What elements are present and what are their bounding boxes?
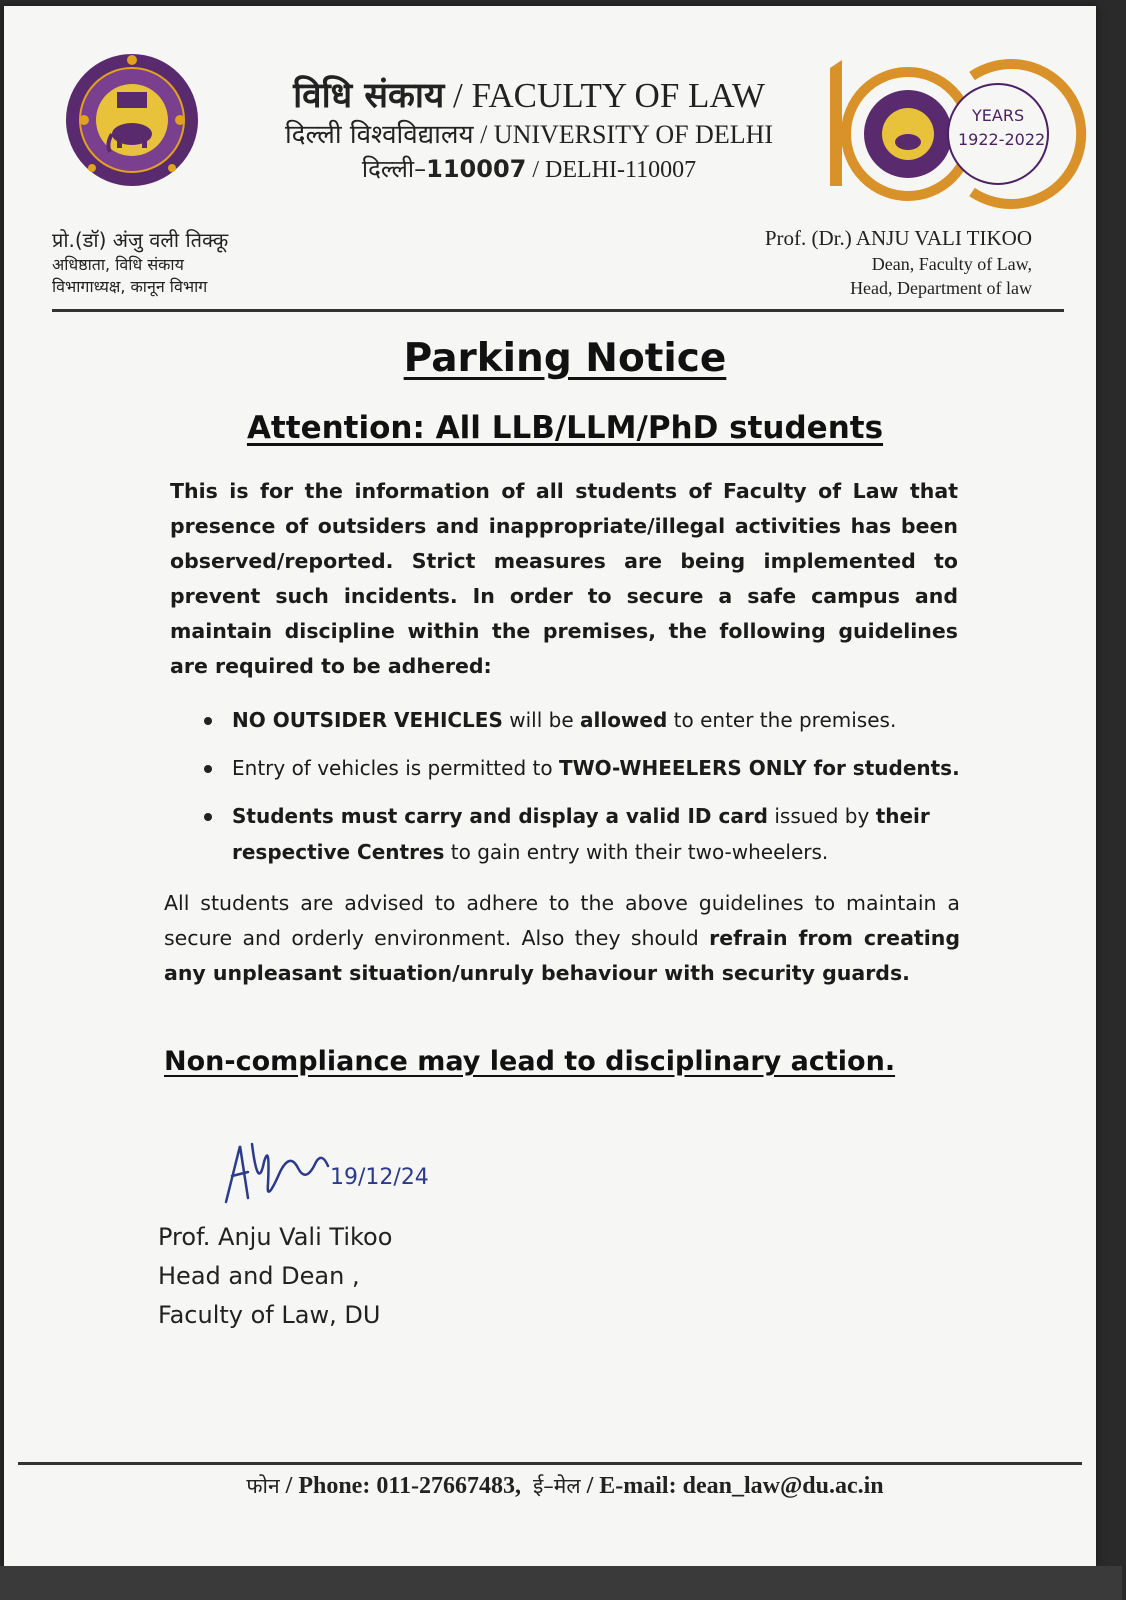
centenary-range: 1922-2022 [958, 130, 1046, 149]
intro-paragraph: This is for the information of all students of Faculty of Law that presence of outsiders and inappropriate/illegal activities has been observed/reported. Strict measures are being implemented to prevent such incidents. In order to secure a safe campus and maintain discipline within the premises, the following guidelines are required to be adhered: [170, 479, 958, 678]
university-emblem-logo [62, 48, 202, 200]
phone-number: 011-27667483, [376, 1473, 521, 1499]
closing-text: All students are advised to adhere to the above guidelines to maintain a secure and orderly environment. Also they should [164, 891, 960, 950]
phone-label: Phone: [298, 1473, 371, 1499]
signatory-block [158, 1218, 392, 1335]
dean-name: Prof. (Dr.) ANJU VALI TIKOO [764, 226, 1032, 250]
notice-subtitle: Attention: All LLB/LLM/PhD students [246, 410, 884, 446]
city-hindi: दिल्ली– [361, 155, 427, 183]
footer-divider [18, 1462, 1082, 1465]
notice-sheet [4, 6, 1096, 1566]
notice-title: Parking Notice [403, 336, 727, 381]
dean-details-hindi [52, 226, 228, 298]
signature-date: 19/12/24 [330, 1165, 429, 1190]
closing-bold-text: refrain from creating any unpleasant situation/unruly behaviour with security guards. [164, 926, 960, 985]
guideline-text: will be [502, 708, 580, 732]
guideline-item [204, 798, 974, 870]
guideline-bold: their respective Centres [232, 804, 930, 864]
signatory-org: Faculty of Law, DU [158, 1301, 381, 1329]
guideline-text: to enter the premises. [667, 708, 897, 732]
dean-details-english [765, 224, 1032, 300]
guideline-bold: NO OUTSIDER VEHICLES [232, 708, 503, 732]
dean-title-hindi-1: अधिष्ठाता, विधि संकाय [52, 255, 184, 274]
guideline-bold: Students must carry and display a valid ID card [232, 804, 768, 828]
dean-title-hindi-2: विभागाध्यक्ष, कानून विभाग [52, 277, 208, 296]
desk-background [0, 1566, 1122, 1600]
guideline-bold: TWO-WHEELERS ONLY for students. [558, 756, 960, 780]
guideline-bold: allowed [579, 708, 668, 732]
signatory-role: Head and Dean , [158, 1262, 360, 1290]
handwritten-signature [218, 1132, 429, 1212]
guideline-text: Entry of vehicles is permitted to [232, 756, 559, 780]
university-hindi: दिल्ली विश्वविद्यालय [284, 120, 474, 150]
email-label: E-mail: [599, 1473, 677, 1499]
dean-title-1: Dean, Faculty of Law, [871, 254, 1032, 274]
signatory-name: Prof. Anju Vali Tikoo [158, 1223, 393, 1251]
contact-footer: फोन / Phone: 011-27667483, ई–मेल / E-mail: dean_law@du.ac.in [246, 1473, 884, 1499]
phone-hindi-label: फोन [246, 1474, 280, 1498]
guideline-text: issued by [768, 804, 876, 828]
centenary-years: YEARS [972, 106, 1025, 125]
compliance-warning: Non-compliance may lead to disciplinary action. [164, 1046, 896, 1077]
letterhead-title: विधि संकाय / FACULTY OF LAW दिल्ली विश्वविद्यालय / UNIVERSITY OF DELHI दिल्ली–110007 / DELHI-110007 [284, 76, 774, 183]
email-hindi-label: ई–मेल [532, 1474, 581, 1498]
city-name: DELHI-110007 [545, 157, 697, 183]
dean-title-2: Head, Department of law [850, 278, 1032, 298]
faculty-name: FACULTY OF LAW [471, 76, 765, 115]
guideline-item [204, 750, 974, 786]
guideline-item [204, 702, 974, 738]
guidelines-list [204, 702, 974, 882]
dean-name-hindi: प्रो.(डॉ) अंजु वली तिक्कू [52, 228, 229, 252]
header-divider [52, 309, 1064, 312]
closing-paragraph [164, 886, 960, 991]
faculty-hindi: विधि संकाय [293, 76, 445, 116]
guideline-text: to gain entry with their two-wheelers. [444, 840, 829, 864]
email-address: dean_law@du.ac.in [682, 1473, 884, 1499]
pincode: 110007 [426, 155, 527, 183]
university-name: UNIVERSITY OF DELHI [493, 120, 774, 149]
